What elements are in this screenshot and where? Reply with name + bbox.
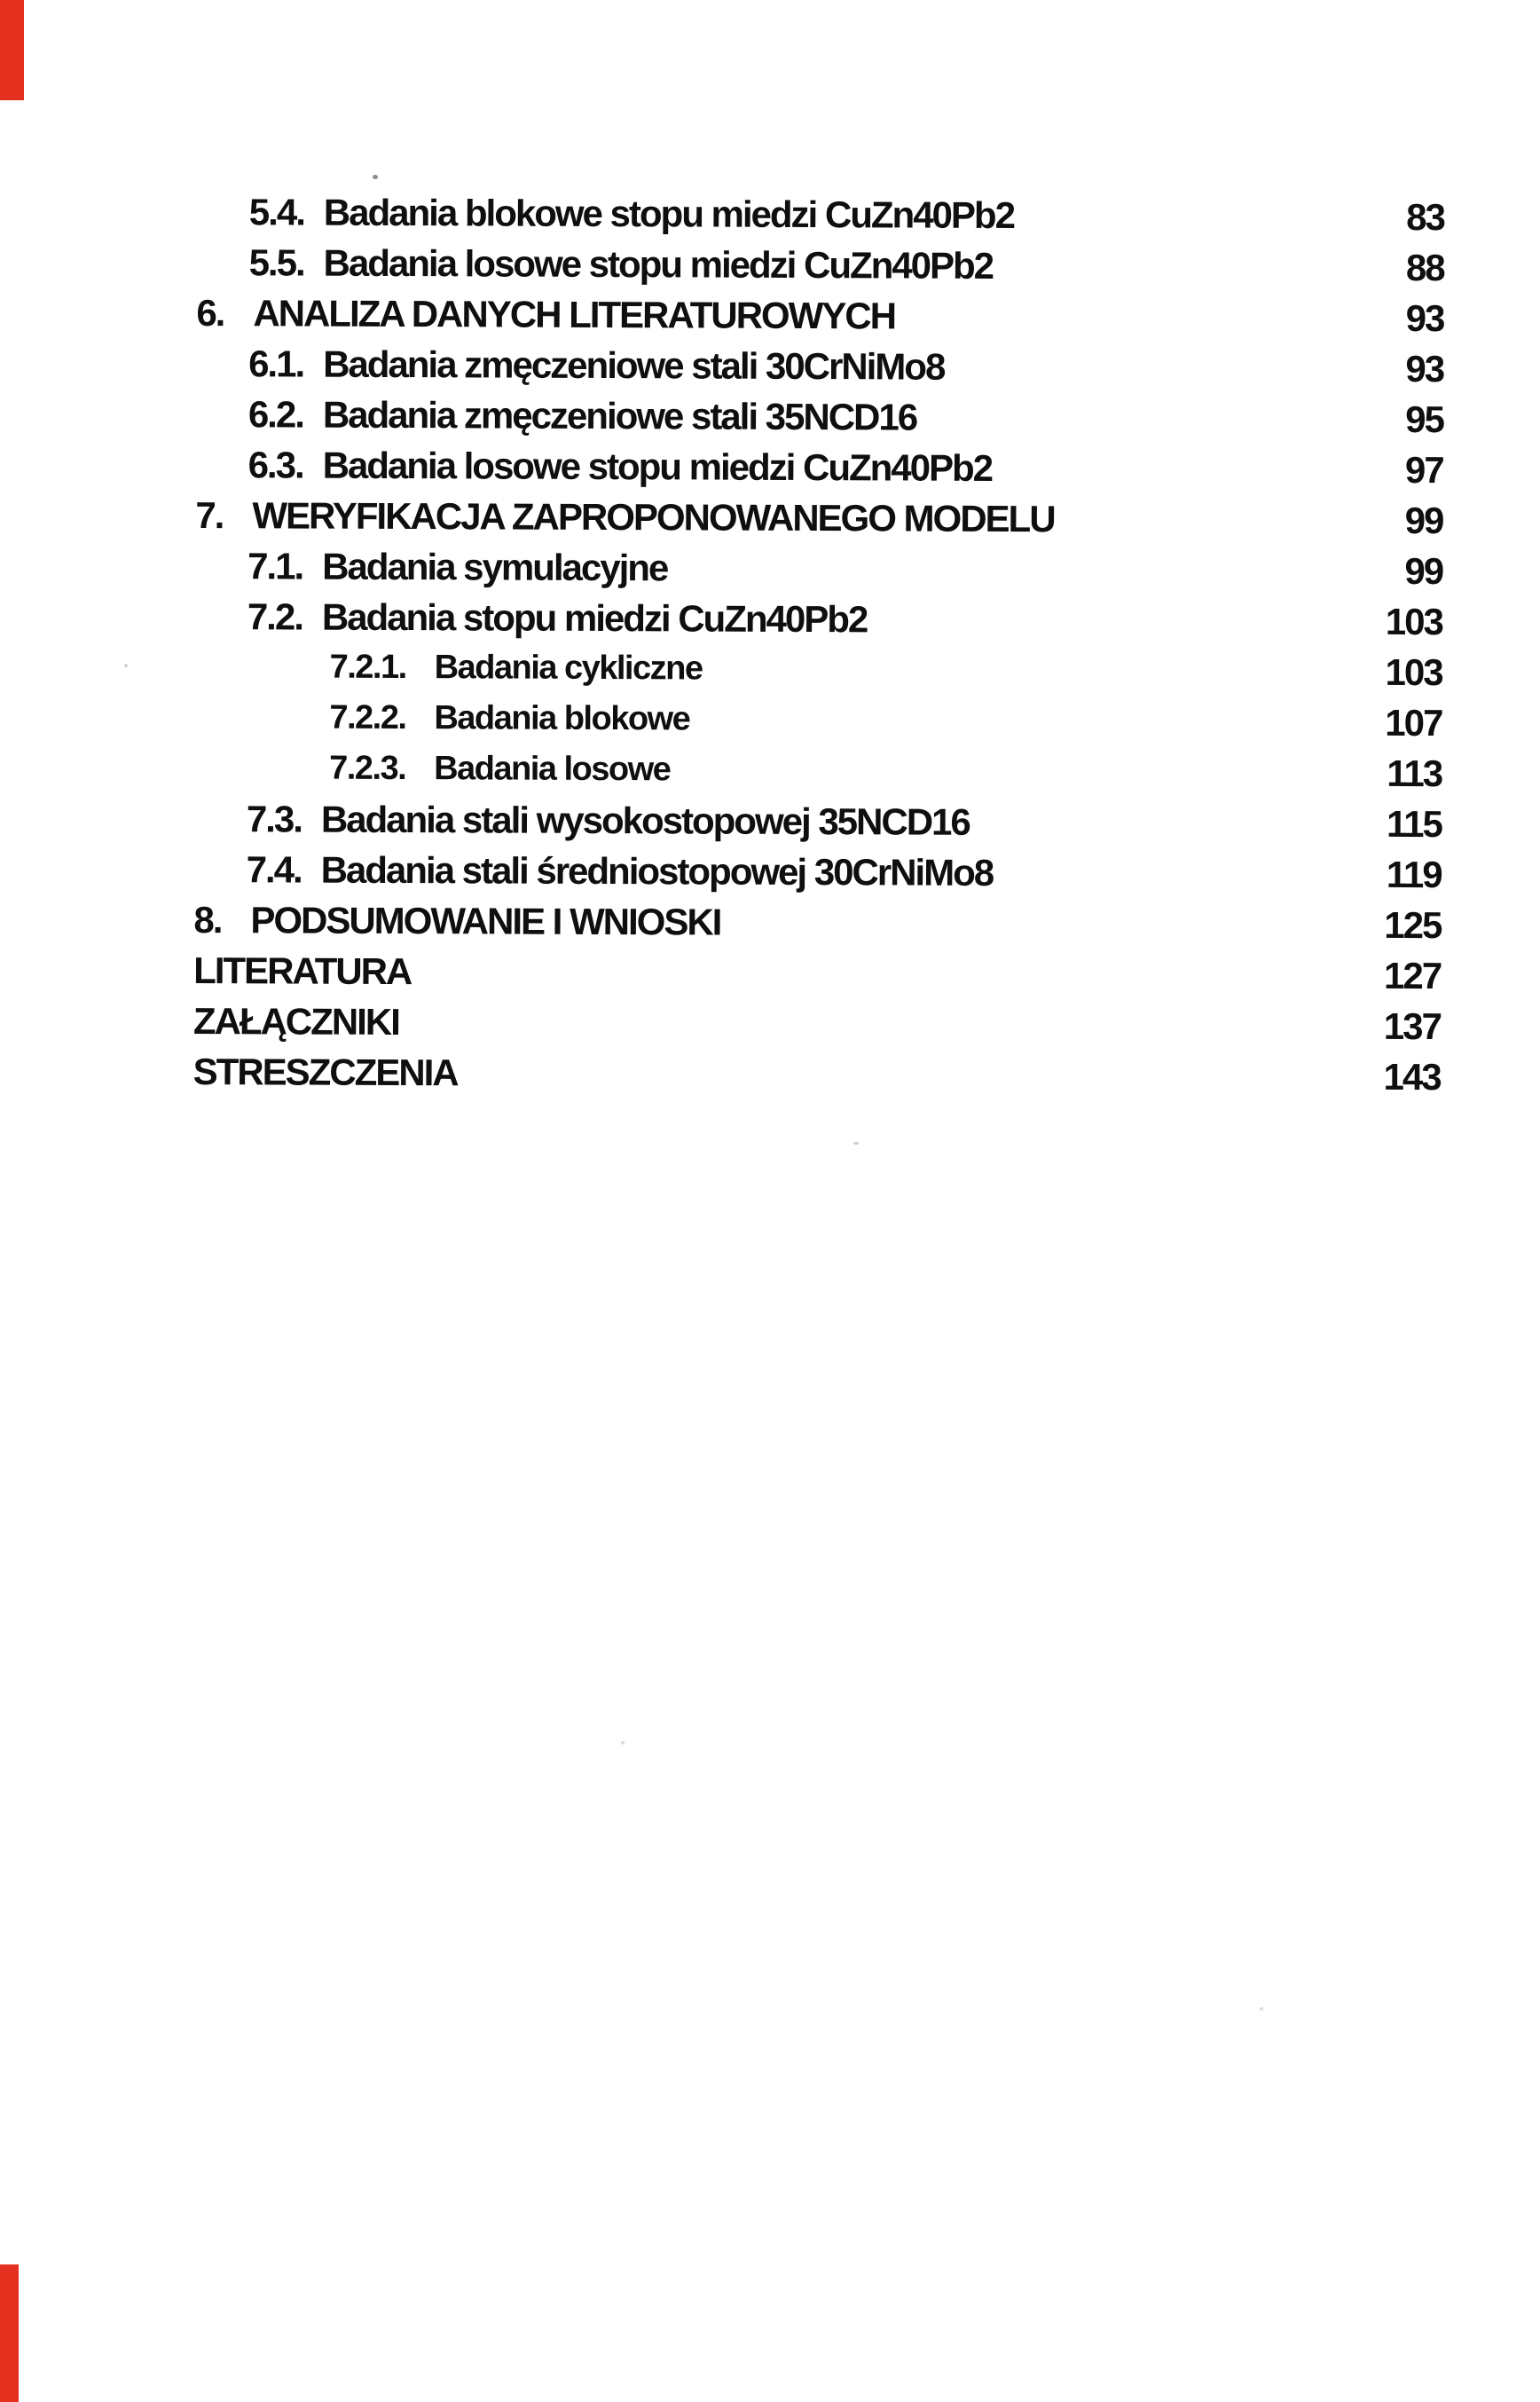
toc-entry-number: 6.2. xyxy=(248,393,304,436)
toc-entry-number: 5.5. xyxy=(248,241,304,284)
toc-entry-title: Badania symulacyjne xyxy=(322,545,668,589)
toc-entry-number: 7.2. xyxy=(247,595,303,638)
toc-entry-title: LITERATURA xyxy=(193,949,412,993)
toc-entry-page: 127 xyxy=(1383,954,1442,997)
toc-entry-number: 8. xyxy=(193,898,222,941)
toc-entry xyxy=(194,692,1442,748)
scan-edge-artifact-top xyxy=(0,0,24,100)
toc-entry-title: Badania stopu miedzi CuZn40Pb2 xyxy=(321,595,868,641)
toc-entry-title: ANALIZA DANYCH LITERATUROWYCH xyxy=(253,292,896,337)
toc-entry-title: Badania blokowe stopu miedzi CuZn40Pb2 xyxy=(323,191,1015,237)
toc-entry-title: Badania cykliczne xyxy=(434,649,703,688)
toc-entry xyxy=(193,1046,1441,1102)
toc-entry-title: Badania losowe stopu miedzi CuZn40Pb2 xyxy=(323,241,994,287)
toc-entry xyxy=(193,894,1441,950)
toc-entry xyxy=(196,287,1443,343)
toc-entry-number: 7.2.2. xyxy=(329,698,406,737)
toc-entry-number: 7.2.3. xyxy=(329,749,406,788)
toc-entry-title: WERYFIKACJA ZAPROPONOWANEGO MODELU xyxy=(252,494,1055,540)
toc-entry-title: ZAŁĄCZNIKI xyxy=(192,999,399,1043)
toc-entry-number: 7.1. xyxy=(248,545,303,587)
scan-speck xyxy=(621,1741,625,1744)
toc-entry-title: Badania losowe stopu miedzi CuZn40Pb2 xyxy=(322,444,993,489)
toc-entry xyxy=(193,996,1441,1051)
toc-entry-page: 103 xyxy=(1385,600,1442,643)
scan-speck xyxy=(1260,2007,1263,2011)
toc-entry-number: 6.1. xyxy=(248,343,304,385)
toc-entry xyxy=(196,338,1443,394)
toc-entry-title: STRESZCZENIA xyxy=(192,1050,458,1094)
toc-entry-page: 107 xyxy=(1385,701,1442,744)
toc-entry-page: 113 xyxy=(1387,752,1442,795)
toc-entry-number: 5.4. xyxy=(248,191,305,233)
scan-speck xyxy=(124,664,128,667)
toc-entry-page: 119 xyxy=(1386,853,1442,896)
toc-entry-number: 6.3. xyxy=(248,444,303,486)
toc-entry-number: 7. xyxy=(195,493,224,537)
toc-entry-title: Badania blokowe xyxy=(434,699,690,738)
toc-entry-number: 7.2.1. xyxy=(329,648,406,687)
scan-edge-artifact-bottom xyxy=(0,2264,19,2402)
toc-entry-page: 97 xyxy=(1404,448,1443,492)
toc-entry xyxy=(195,540,1442,596)
toc-entry-number: 7.3. xyxy=(246,798,302,840)
toc-entry-page: 95 xyxy=(1405,398,1443,441)
toc-entry-number: 6. xyxy=(196,291,224,335)
toc-entry-page: 103 xyxy=(1385,650,1442,694)
toc-entry-page: 115 xyxy=(1387,802,1442,846)
toc-entry xyxy=(197,237,1444,293)
toc-entry-page: 125 xyxy=(1384,903,1442,947)
toc-entry xyxy=(196,439,1443,495)
toc-entry-page: 99 xyxy=(1404,499,1443,542)
toc-entry-title: PODSUMOWANIE I WNIOSKI xyxy=(250,899,721,943)
toc-entry-title: Badania zmęczeniowe stali 30CrNiMo8 xyxy=(323,343,945,388)
toc-entry-page: 143 xyxy=(1383,1055,1441,1099)
toc-entry-page: 137 xyxy=(1383,1004,1441,1048)
toc-entry-page: 88 xyxy=(1405,246,1444,289)
scan-speck xyxy=(853,1142,859,1145)
toc-entry xyxy=(196,389,1443,445)
toc-entry xyxy=(195,591,1442,647)
toc-entry-title: Badania stali wysokostopowej 35NCD16 xyxy=(320,798,970,843)
table-of-contents xyxy=(193,186,1444,1102)
toc-entry xyxy=(197,186,1444,242)
scan-speck xyxy=(373,175,378,179)
toc-entry-page: 93 xyxy=(1405,296,1444,340)
toc-entry xyxy=(193,945,1441,1001)
toc-entry-page: 99 xyxy=(1404,549,1443,593)
toc-entry xyxy=(195,490,1442,546)
toc-entry xyxy=(194,743,1442,799)
toc-entry-page: 93 xyxy=(1405,347,1444,390)
toc-entry xyxy=(194,793,1442,849)
toc-entry xyxy=(195,642,1442,697)
toc-entry-title: Badania zmęczeniowe stali 35NCD16 xyxy=(322,393,917,438)
toc-entry-page: 83 xyxy=(1406,195,1444,239)
toc-entry xyxy=(194,844,1442,900)
toc-entry-title: Badania losowe xyxy=(434,750,671,789)
toc-entry-number: 7.4. xyxy=(246,848,302,891)
toc-entry-title: Badania stali średniostopowej 30CrNiMo8 xyxy=(320,848,994,894)
